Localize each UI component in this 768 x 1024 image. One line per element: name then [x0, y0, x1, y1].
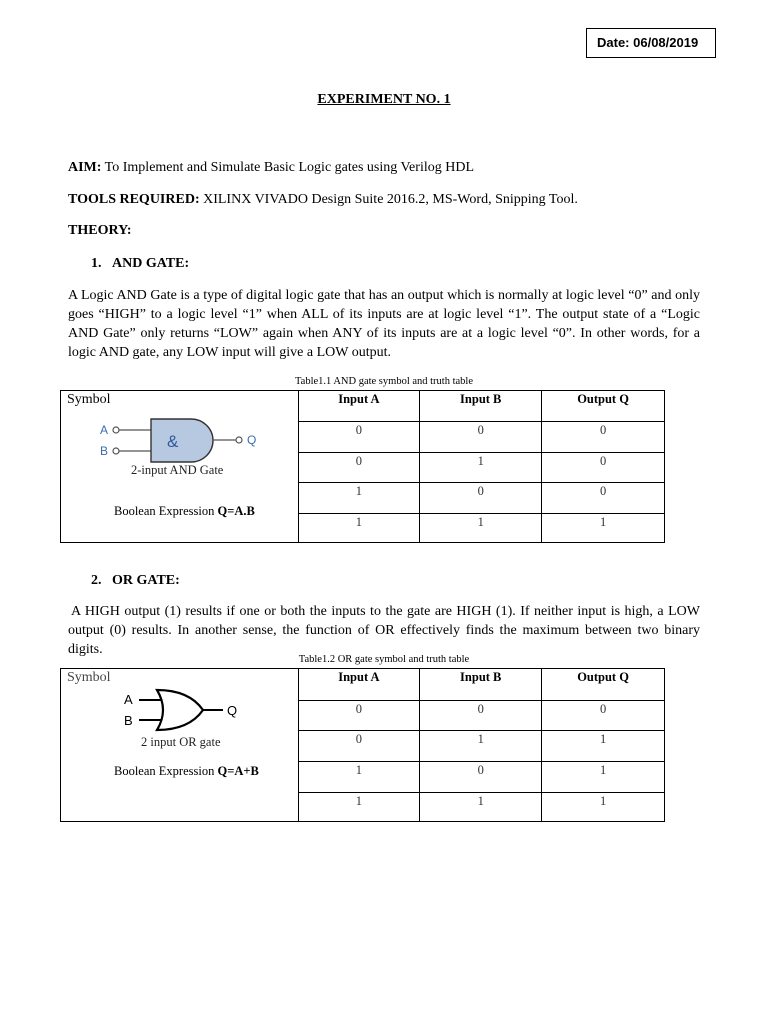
- tools-label: TOOLS REQUIRED:: [68, 192, 200, 207]
- table-cell: 0: [420, 483, 542, 514]
- table-cell: 0: [298, 701, 420, 731]
- page-title: [0, 92, 768, 108]
- table-cell: 0: [420, 762, 542, 793]
- date-text: Date: 06/08/2019: [597, 35, 699, 50]
- table-cell: 1: [298, 762, 420, 793]
- table-cell: 1: [542, 762, 665, 793]
- table-cell: 1: [298, 793, 420, 822]
- or-input-b-label: B: [124, 713, 133, 728]
- and-gate-icon: [97, 413, 287, 469]
- and-gate-caption: 2-input AND Gate: [131, 463, 224, 477]
- or-bool-prefix: Boolean Expression: [114, 764, 218, 778]
- or-truth-table: [60, 668, 665, 822]
- table-cell: 1: [420, 453, 542, 483]
- and-header-input-a: Input A: [298, 391, 420, 422]
- or-boolean-expression: [114, 764, 259, 779]
- or-symbol-cell: [61, 669, 299, 822]
- table-cell: 0: [298, 453, 420, 483]
- or-bool-expr: Q=A+B: [217, 764, 259, 778]
- table-cell: 1: [420, 514, 542, 543]
- table-cell: 0: [542, 422, 665, 453]
- table-cell: 0: [542, 483, 665, 514]
- tools-line: [68, 191, 578, 209]
- and-table-caption: Table1.1 AND gate symbol and truth table: [294, 376, 474, 387]
- and-truth-table: [60, 390, 665, 543]
- table-cell: 1: [420, 793, 542, 822]
- or-output-label: Q: [227, 703, 238, 718]
- table-cell: 1: [542, 793, 665, 822]
- table-cell: 0: [542, 701, 665, 731]
- and-output-label: Q: [247, 433, 257, 447]
- or-gate-icon: [119, 687, 259, 733]
- and-bool-expr: Q=A.B: [217, 504, 255, 518]
- aim-text: To Implement and Simulate Basic Logic gates using Verilog HDL: [101, 160, 474, 175]
- table-cell: 1: [542, 731, 665, 762]
- table-cell: 0: [298, 731, 420, 762]
- and-symbol-cell: [61, 391, 299, 543]
- table-cell: 1: [298, 514, 420, 543]
- or-table-caption: Table1.2 OR gate symbol and truth table: [298, 654, 470, 665]
- table-cell: 0: [298, 422, 420, 453]
- and-input-b-label: B: [100, 444, 109, 458]
- or-gate-caption: 2 input OR gate: [141, 735, 221, 749]
- and-boolean-expression: [114, 504, 255, 519]
- aim-label: AIM:: [68, 160, 102, 175]
- tools-text: XILINX VIVADO Design Suite 2016.2, MS-Word, Snipping Tool.: [199, 192, 578, 207]
- title-text: EXPERIMENT NO. 1: [317, 92, 451, 107]
- and-bool-prefix: Boolean Expression: [114, 504, 218, 518]
- table-cell: 1: [542, 514, 665, 543]
- table-cell: 0: [420, 422, 542, 453]
- and-header-input-b: Input B: [420, 391, 542, 422]
- aim-line: [68, 159, 474, 177]
- table-cell: 1: [420, 731, 542, 762]
- and-symbol-label: Symbol: [67, 392, 111, 407]
- or-header-input-b: Input B: [420, 669, 542, 701]
- table-cell: 1: [298, 483, 420, 514]
- or-gate-paragraph: A HIGH output (1) results if one or both the inputs to the gate are HIGH (1). If neither input is high, a LOW output (0) results. In another sense, the function of OR effectively finds the maximum between two binary digits.: [68, 604, 700, 657]
- section-and-heading: 1. AND GATE:: [91, 256, 190, 271]
- table-cell: 0: [542, 453, 665, 483]
- date-box: [586, 28, 716, 58]
- and-header-output-q: Output Q: [542, 391, 665, 422]
- and-gate-symbol: &: [167, 432, 179, 451]
- theory-heading: THEORY:: [68, 223, 132, 238]
- or-input-a-label: A: [124, 692, 133, 707]
- or-header-output-q: Output Q: [542, 669, 665, 701]
- table-cell: 0: [420, 701, 542, 731]
- and-input-a-label: A: [100, 423, 109, 437]
- or-header-input-a: Input A: [298, 669, 420, 701]
- and-gate-paragraph: A Logic AND Gate is a type of digital logic gate that has an output which is normally at logic level “0” and only goes “HIGH” to a logic level “1” when ALL of its inputs are at logic level “1”. The output state of a “Logic AND Gate” only returns “LOW” again when ANY of its inputs are at a logic level “0”. In other words, for a logic AND gate, any LOW input will give a LOW output.: [68, 288, 700, 360]
- or-symbol-label: Symbol: [67, 670, 111, 685]
- section-or-heading: 2. OR GATE:: [91, 573, 180, 588]
